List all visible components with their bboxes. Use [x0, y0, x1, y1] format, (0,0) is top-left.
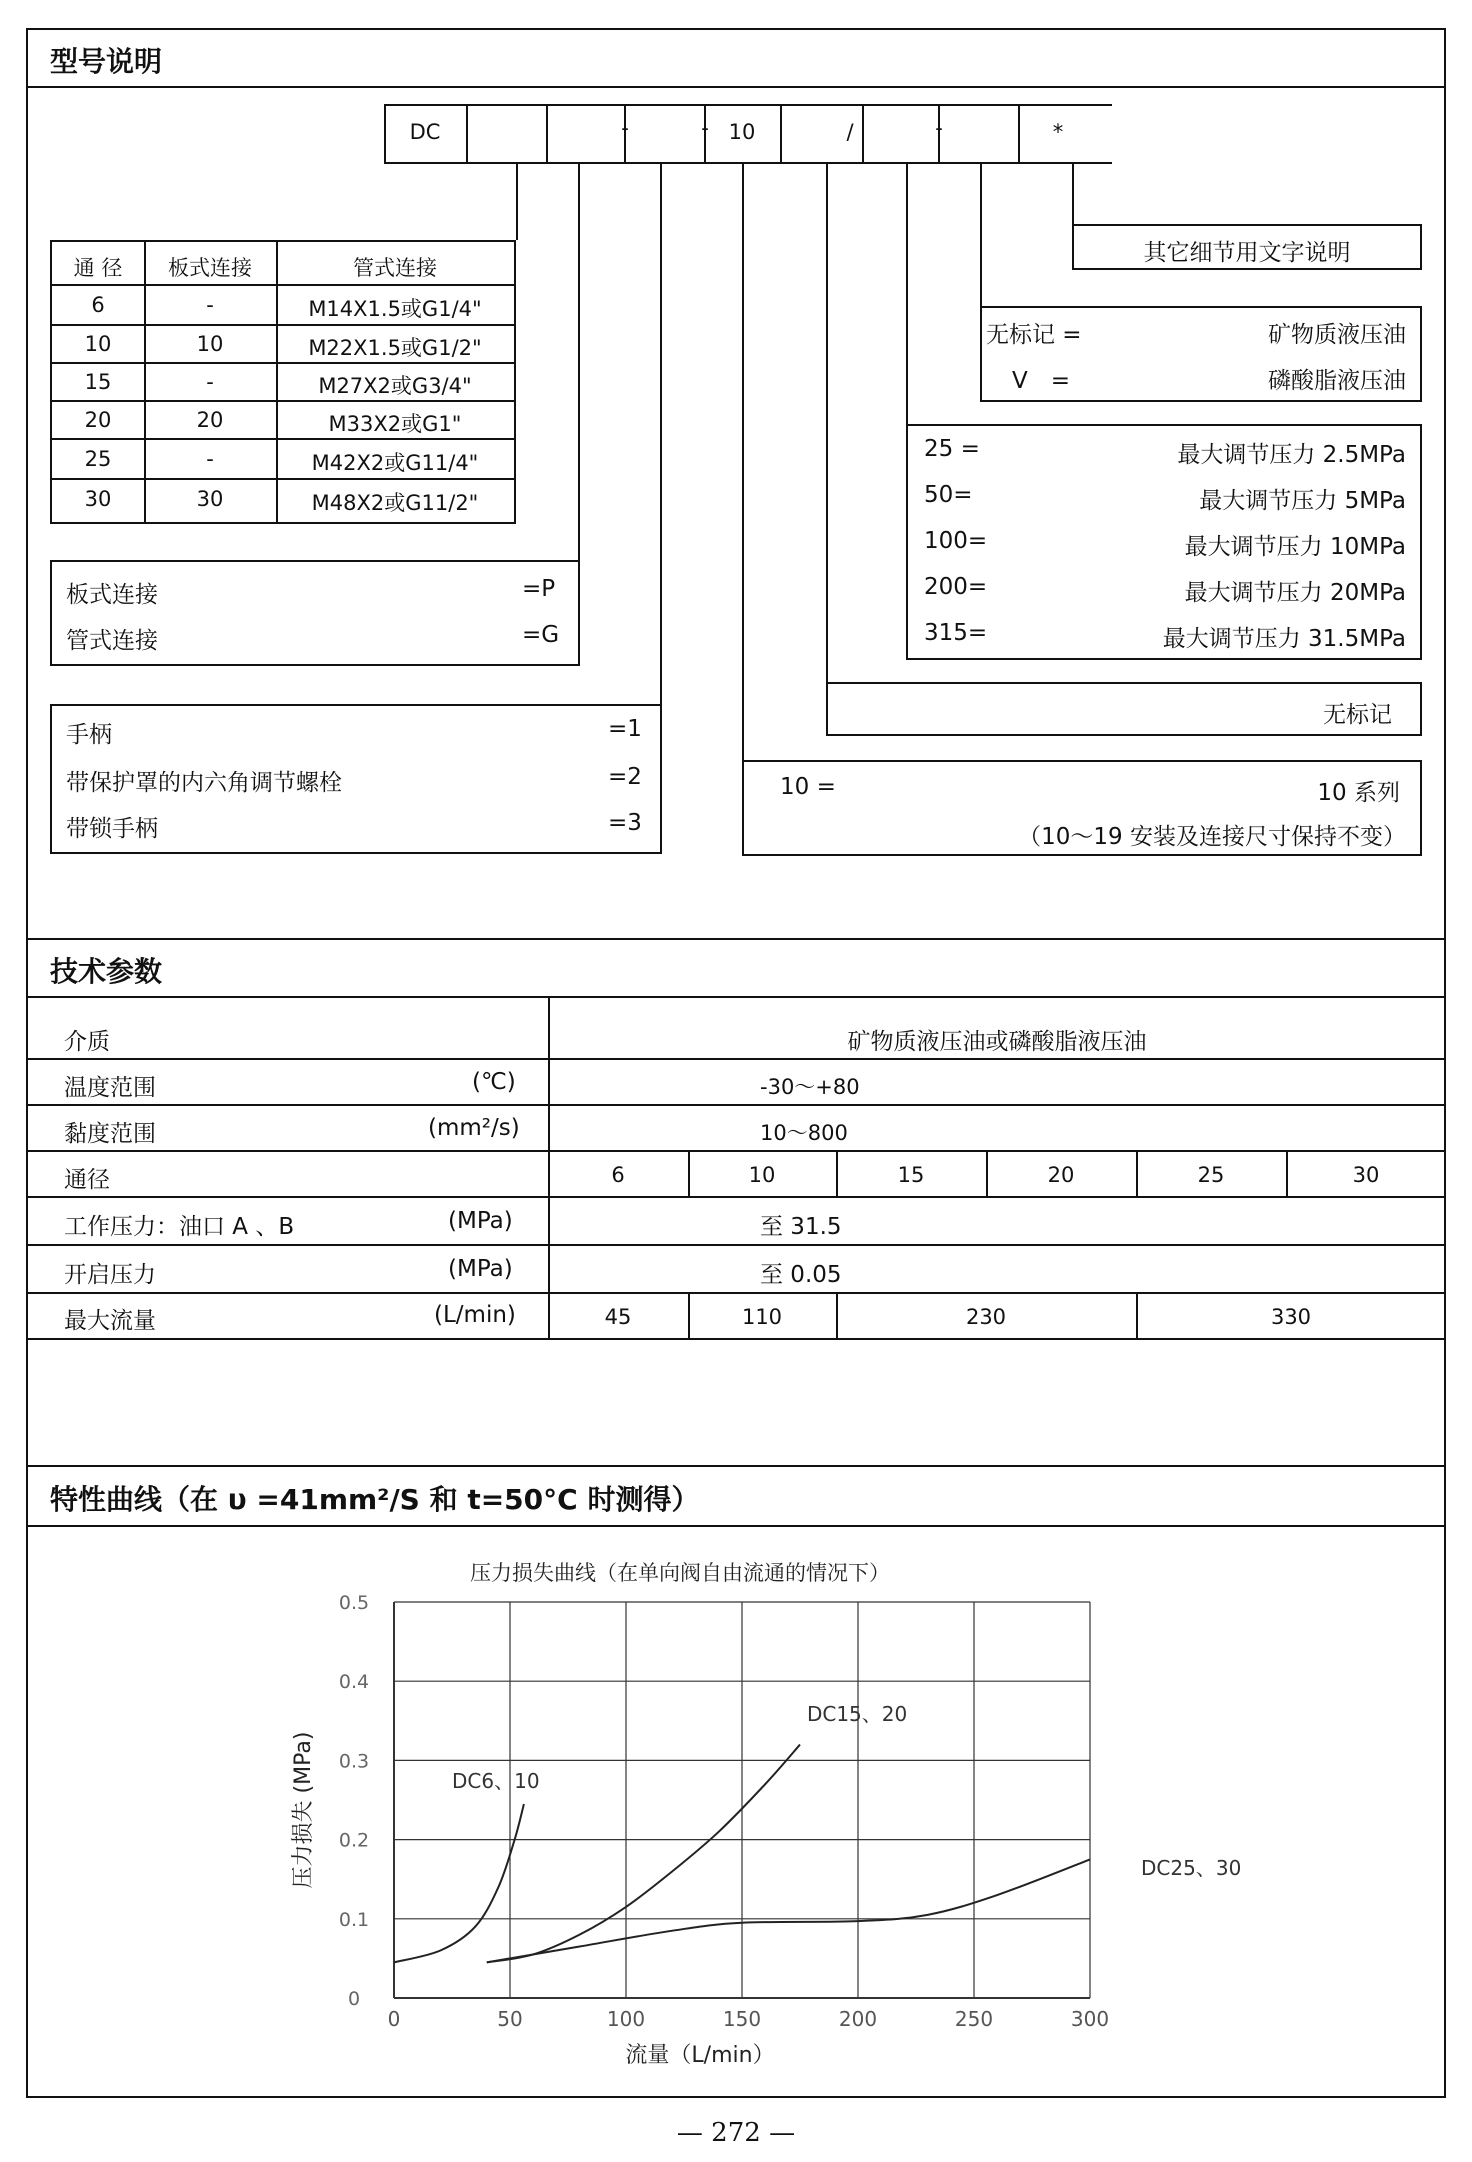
- size-header: 管式连接: [353, 256, 437, 280]
- connection-label: 板式连接: [66, 582, 158, 608]
- tech-label-flow: 最大流量: [64, 1308, 156, 1334]
- tech-label-bore: 通径: [64, 1167, 110, 1193]
- tech-label-temp: 温度范围: [64, 1075, 156, 1101]
- tech-flow-value: 330: [1270, 1305, 1312, 1329]
- size-cell: M22X1.5或G1/2": [308, 336, 482, 360]
- chart-y-ticks: [339, 1592, 369, 2010]
- chart-x-tick-label: 200: [838, 2007, 878, 2031]
- tech-label-medium: 介质: [64, 1029, 110, 1055]
- no-mark-box: [826, 682, 1422, 736]
- tech-value-visc: 10～800: [760, 1121, 848, 1145]
- connection-code: =G: [522, 622, 560, 648]
- section-divider: [26, 1465, 1446, 1467]
- chart-x-tick-label: 50: [497, 2007, 523, 2031]
- size-cell: 20: [196, 408, 224, 432]
- seal-code: V =: [1012, 368, 1071, 394]
- seal-desc: 矿物质液压油: [1268, 322, 1406, 348]
- chart-x-tick-label: 100: [606, 2007, 646, 2031]
- pressure-desc: 最大调节压力 5MPa: [1199, 488, 1406, 514]
- size-cell: 20: [84, 408, 112, 432]
- tech-label-visc: 黏度范围: [64, 1121, 156, 1147]
- tech-unit-temp: (℃): [472, 1069, 516, 1095]
- size-cell: 10: [84, 332, 112, 356]
- chart-series: [394, 1702, 1241, 1963]
- seal-code: 无标记 =: [986, 322, 1082, 348]
- code-cell-star: *: [1052, 120, 1064, 144]
- code-cell-dc: DC: [409, 120, 441, 144]
- other-note: 其它细节用文字说明: [1143, 240, 1351, 266]
- code-dash: -: [621, 116, 629, 140]
- size-cell: 6: [91, 293, 105, 317]
- tech-value-medium: 矿物质液压油或磷酸脂液压油: [847, 1029, 1147, 1055]
- series-box: [742, 760, 1422, 856]
- tech-flow-value: 110: [741, 1305, 783, 1329]
- series-code: 10 =: [780, 774, 836, 800]
- tech-bore-value: 25: [1197, 1163, 1225, 1187]
- chart-y-tick-label: 0: [347, 1988, 361, 2010]
- tech-bore-value: 6: [611, 1163, 625, 1187]
- tech-value-crack-pressure: 至 0.05: [760, 1262, 842, 1288]
- other-note-box: [1072, 224, 1422, 270]
- pressure-code: 100=: [924, 528, 988, 554]
- size-cell: 10: [196, 332, 224, 356]
- chart-grid: [394, 1602, 1090, 1998]
- chart-title: 压力损失曲线（在单向阀自由流通的情况下）: [470, 1561, 890, 1585]
- series-desc: 10 系列: [1317, 780, 1400, 806]
- tech-unit-flow: (L/min): [434, 1302, 516, 1328]
- tech-bore-value: 20: [1047, 1163, 1075, 1187]
- size-header: 通 径: [73, 256, 123, 280]
- size-table: [50, 240, 516, 524]
- size-cell: -: [206, 447, 214, 471]
- adjust-code: =1: [608, 716, 642, 742]
- tech-unit-crack-pressure: (MPa): [448, 1256, 513, 1282]
- tech-flow-value: 45: [604, 1305, 632, 1329]
- section-divider: [26, 938, 1446, 940]
- connection-code: =P: [522, 576, 556, 602]
- tech-bore-value: 15: [897, 1163, 925, 1187]
- chart-y-tick-label: 0.4: [338, 1671, 370, 1694]
- section-title-tech: 技术参数: [50, 955, 163, 988]
- size-cell: M27X2或G3/4": [318, 374, 472, 398]
- size-cell: 25: [84, 447, 112, 471]
- chart-x-tick-label: 0: [387, 2007, 401, 2031]
- tech-flow-value: 230: [965, 1305, 1007, 1329]
- size-cell: 30: [196, 487, 224, 511]
- tech-bore-value: 10: [748, 1163, 776, 1187]
- adjustment-box: [50, 704, 662, 854]
- pressure-loss-chart: [0, 1540, 1472, 2080]
- chart-series-label: DC15、20: [806, 1701, 908, 1726]
- section-divider: [26, 1525, 1446, 1527]
- chart-y-tick-label: 0.2: [338, 1829, 370, 1852]
- chart-y-tick-label: 0.1: [338, 1908, 370, 1931]
- pressure-code: 200=: [924, 574, 988, 600]
- series-note: （10～19 安装及连接尺寸保持不变）: [1018, 824, 1406, 850]
- pressure-code: 315=: [924, 620, 988, 646]
- size-cell: -: [206, 293, 214, 317]
- adjust-label: 手柄: [66, 722, 112, 748]
- chart-x-ticks: [388, 2007, 1109, 2031]
- section-title-curve: 特性曲线（在 υ =41mm²/S 和 t=50°C 时测得）: [50, 1483, 700, 1516]
- code-dash: -: [701, 116, 709, 140]
- section-divider: [26, 86, 1446, 88]
- chart-x-tick-label: 250: [954, 2007, 994, 2031]
- size-cell: M42X2或G11/4": [311, 451, 479, 475]
- size-cell: 15: [84, 370, 112, 394]
- code-cell-slash: /: [846, 120, 854, 144]
- seal-desc: 磷酸脂液压油: [1268, 368, 1406, 394]
- adjust-label: 带锁手柄: [66, 816, 158, 842]
- chart-series-line: [394, 1804, 524, 1962]
- chart-series-label: DC6、10: [452, 1769, 540, 1794]
- adjust-label: 带保护罩的内六角调节螺栓: [66, 770, 342, 796]
- chart-y-label: 压力损失 (MPa): [291, 1731, 316, 1889]
- pressure-desc: 最大调节压力 10MPa: [1184, 534, 1406, 560]
- tech-unit-visc: (mm²/s): [428, 1115, 520, 1141]
- pressure-desc: 最大调节压力 2.5MPa: [1177, 442, 1406, 468]
- pressure-code: 50=: [924, 482, 973, 508]
- tech-label-work-pressure: 工作压力：油口 A 、B: [64, 1214, 295, 1240]
- chart-x-tick-label: 150: [722, 2007, 762, 2031]
- size-cell: M33X2或G1": [328, 412, 462, 436]
- size-header: 板式连接: [168, 256, 252, 280]
- chart-y-tick-label: 0.3: [338, 1750, 370, 1773]
- size-cell: M14X1.5或G1/4": [308, 297, 482, 321]
- chart-x-tick-label: 300: [1070, 2007, 1110, 2031]
- page-number: — 272 —: [676, 2118, 796, 2148]
- pressure-code: 25 =: [924, 436, 980, 462]
- seal-box: [980, 306, 1422, 402]
- chart-y-tick-label: 0.5: [338, 1592, 370, 1614]
- pressure-box: [906, 424, 1422, 660]
- adjust-code: =3: [608, 810, 642, 836]
- tech-unit-work-pressure: (MPa): [448, 1208, 513, 1234]
- tech-bore-value: 30: [1352, 1163, 1380, 1187]
- connection-label: 管式连接: [66, 628, 158, 654]
- tech-value-work-pressure: 至 31.5: [760, 1214, 842, 1240]
- size-cell: -: [206, 370, 214, 394]
- no-mark: 无标记: [1323, 702, 1392, 728]
- code-dash: -: [935, 116, 943, 140]
- tech-label-crack-pressure: 开启压力: [64, 1262, 156, 1288]
- size-cell: M48X2或G11/2": [311, 491, 479, 515]
- section-divider: [26, 996, 1446, 998]
- chart-series-line: [487, 1859, 1090, 1962]
- chart-series-label: DC25、30: [1141, 1856, 1242, 1881]
- section-title-model: 型号说明: [50, 45, 163, 78]
- connection-box: [50, 560, 580, 666]
- adjust-code: =2: [608, 764, 642, 790]
- code-cell-series: 10: [728, 120, 756, 144]
- tech-value-temp: -30～+80: [760, 1075, 860, 1099]
- pressure-desc: 最大调节压力 31.5MPa: [1162, 626, 1406, 652]
- pressure-desc: 最大调节压力 20MPa: [1184, 580, 1406, 606]
- chart-x-label: 流量（L/min）: [625, 2043, 775, 2068]
- size-cell: 30: [84, 487, 112, 511]
